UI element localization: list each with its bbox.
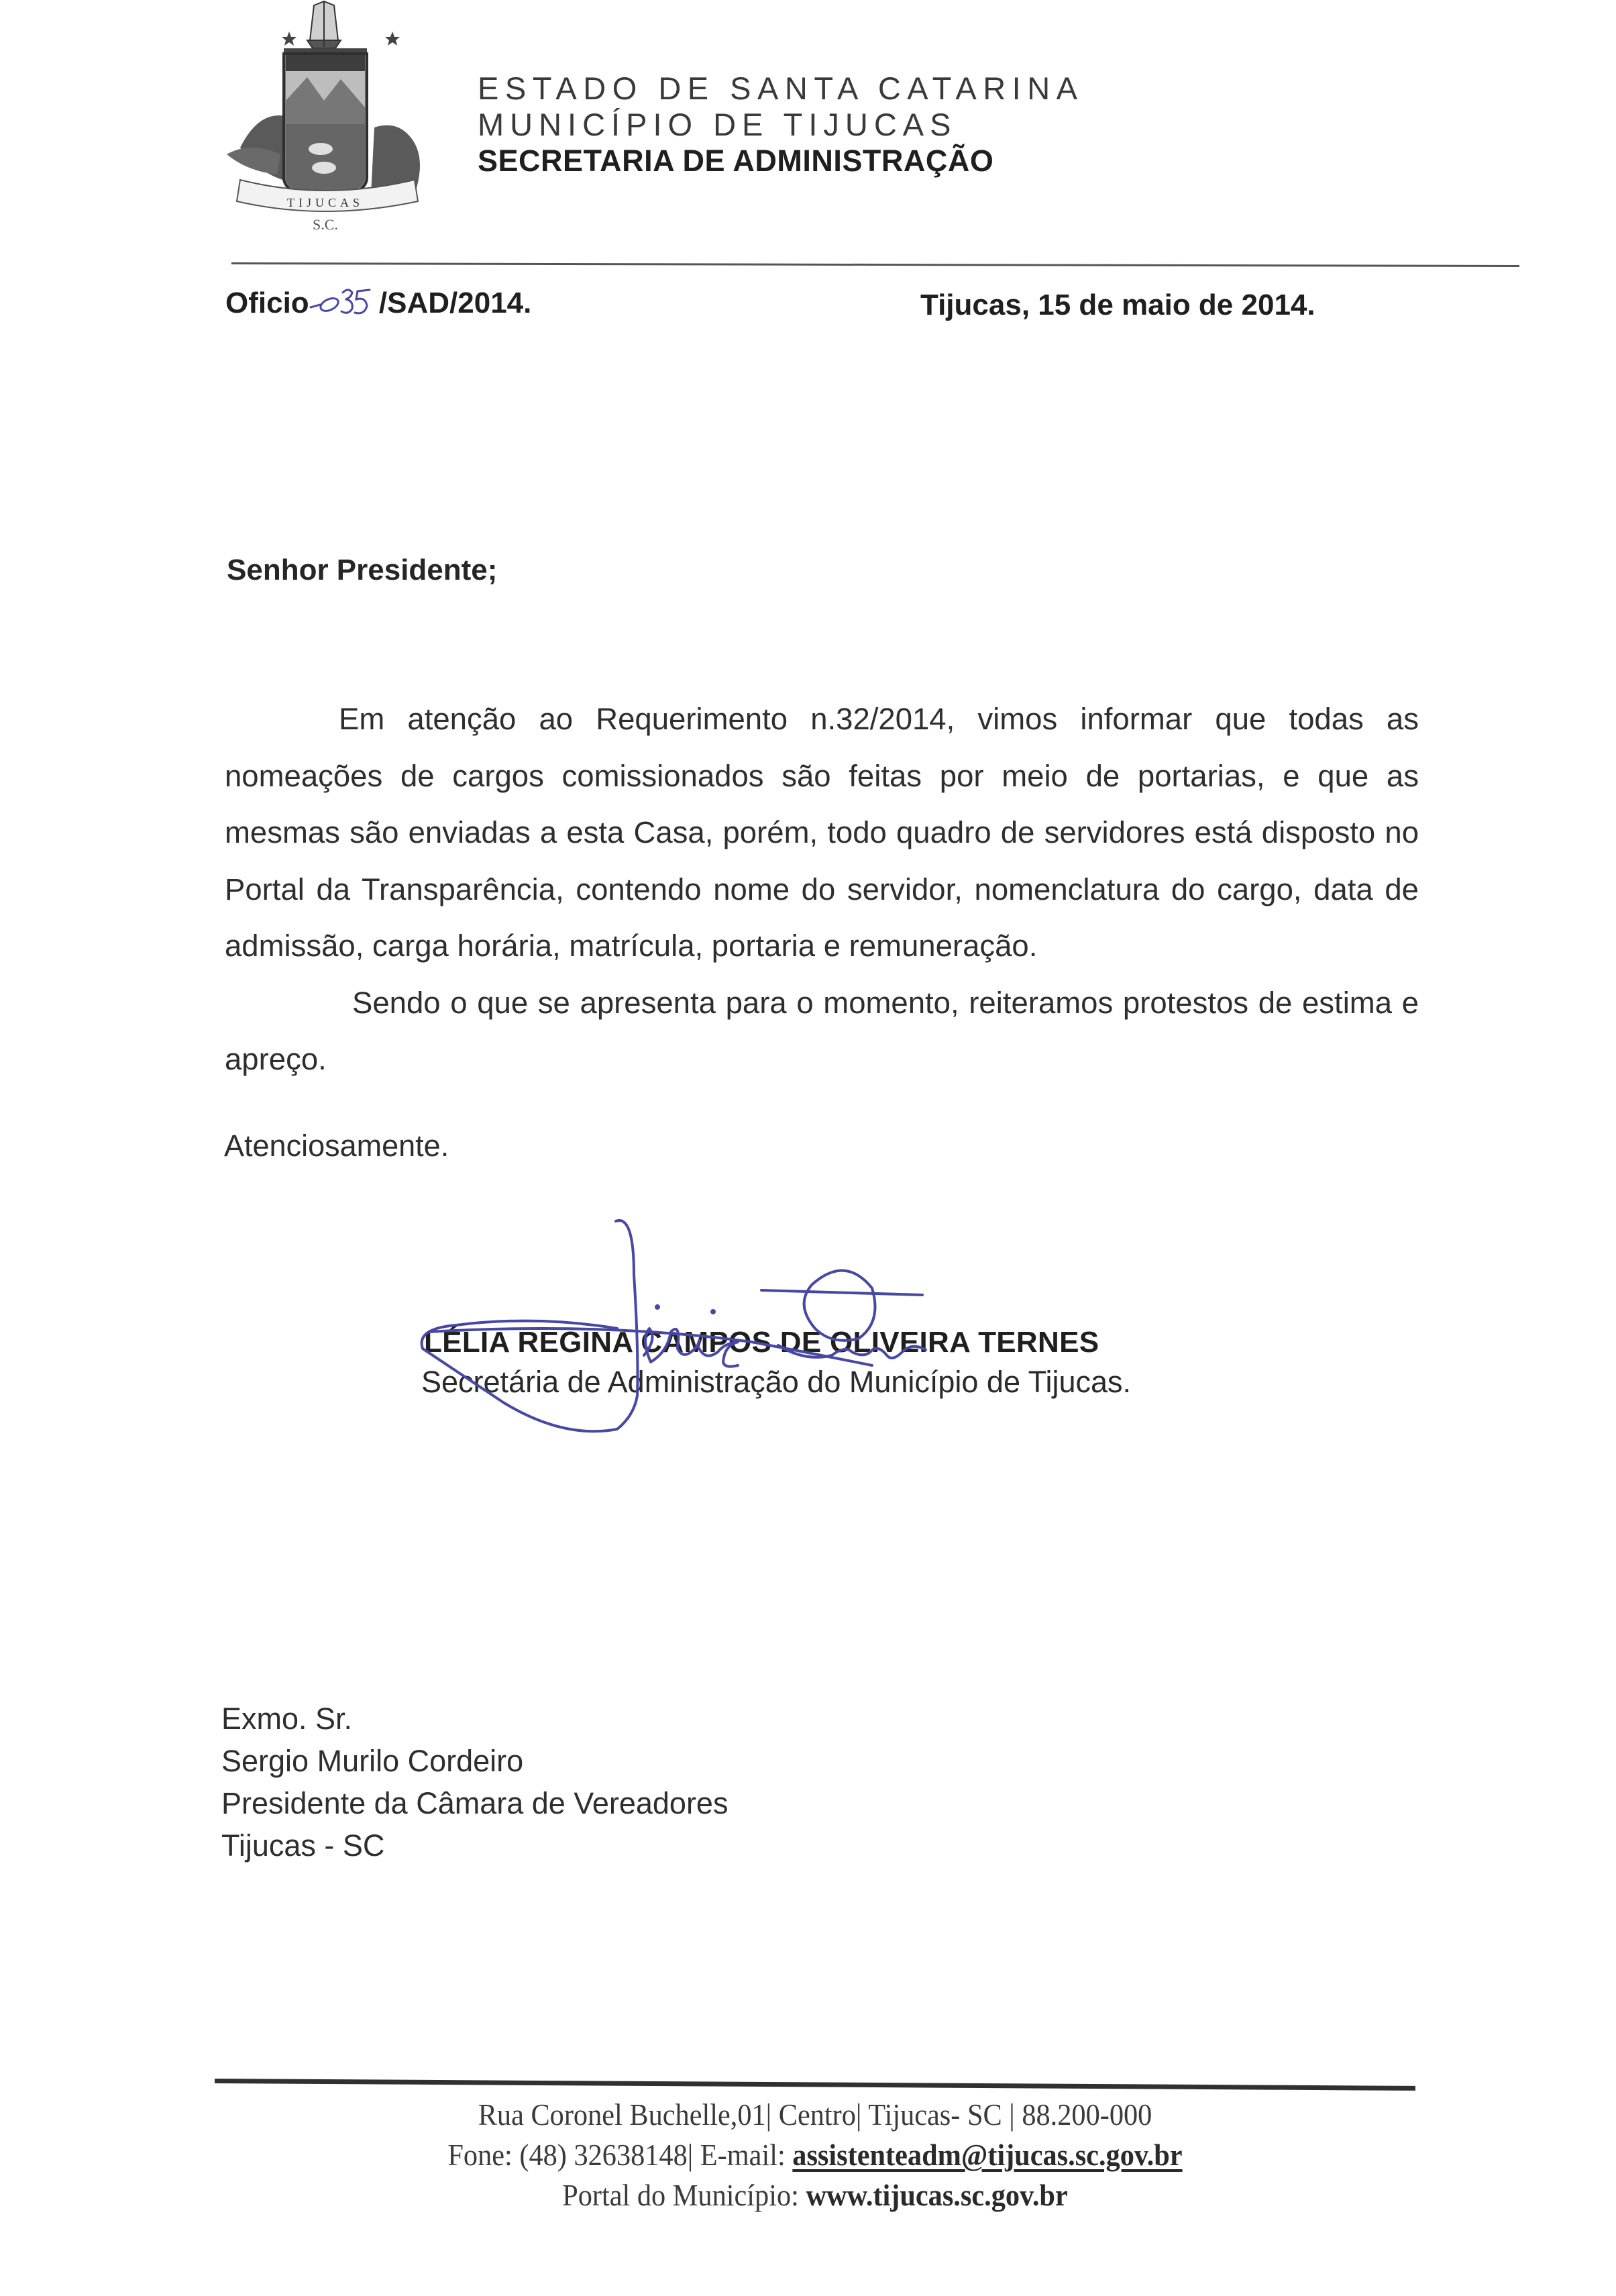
footer-address: Rua Coronel Buchelle,01| Centro| Tijucas- SC | 88.200-000: [478, 2097, 1152, 2132]
document-date: Tijucas, 15 de maio de 2014.: [920, 289, 1315, 321]
star-icon: [282, 32, 400, 46]
shield: [284, 48, 367, 201]
footer-email-link[interactable]: assistenteadm@tijucas.sc.gov.br: [792, 2138, 1183, 2172]
footer-divider: [215, 2079, 1415, 2091]
footer-website-link[interactable]: www.tijucas.sc.gov.br: [806, 2178, 1068, 2212]
body-paragraph-1: Em atenção ao Requerimento n.32/2014, vimos informar que todas as nomeações de cargos comissionados são feitas por meio de portarias, e que as mesmas são enviadas a esta Casa, porém, todo quadro de servidores está disposto no Portal da Transparência, contendo nome do servidor, nomenclatura do cargo, data de admissão, carga horária, matrícula, portaria e remuneração.: [225, 702, 1419, 963]
signatory-name: LÉLIA REGINA CAMPOS DE OLIVEIRA TERNES: [424, 1326, 1099, 1359]
addressee-position: Presidente da Câmara de Vereadores: [221, 1786, 729, 1820]
reference-suffix: /SAD/2014.: [370, 286, 532, 319]
signatory-title: Secretária de Administração do Município de Tijucas.: [421, 1365, 1132, 1399]
closing: Atenciosamente.: [224, 1129, 449, 1163]
handwritten-number: [309, 284, 371, 319]
letterhead-state: ESTADO DE SANTA CATARINA: [478, 70, 1084, 106]
footer-phone: Fone: (48) 32638148| E-mail:: [447, 2138, 793, 2172]
letterhead-department: SECRETARIA DE ADMINISTRAÇÃO: [478, 144, 994, 178]
handwritten-signature: [402, 1194, 1140, 1436]
body-paragraph-2: Sendo o que se apresenta para o momento, reiteramos protestos de estima e apreço.: [225, 985, 1419, 1076]
crest-banner-text: TIJUCAS: [286, 196, 364, 209]
addressee-block: [221, 1698, 728, 1867]
reference-prefix: Oficio: [225, 286, 309, 319]
addressee-salutation: Exmo. Sr.: [221, 1702, 353, 1736]
footer-portal-label: Portal do Município:: [562, 2178, 806, 2212]
crest-state-text: S.C.: [313, 216, 338, 233]
footer-portal-line: [263, 2175, 1368, 2215]
footer-contact: [263, 2095, 1368, 2215]
addressee-name: Sergio Murilo Cordeiro: [221, 1744, 524, 1778]
footer-phone-line: [263, 2135, 1368, 2175]
document-reference: [225, 284, 531, 320]
letterhead-municipality: MUNICÍPIO DE TIJUCAS: [478, 107, 957, 142]
municipal-coat-of-arms: [213, 0, 435, 235]
addressee-location: Tijucas - SC: [221, 1828, 385, 1863]
ship-crest-icon: [307, 1, 341, 48]
header-divider: [231, 262, 1519, 267]
greeting: Senhor Presidente;: [227, 554, 498, 586]
letter-body: [225, 691, 1419, 1088]
